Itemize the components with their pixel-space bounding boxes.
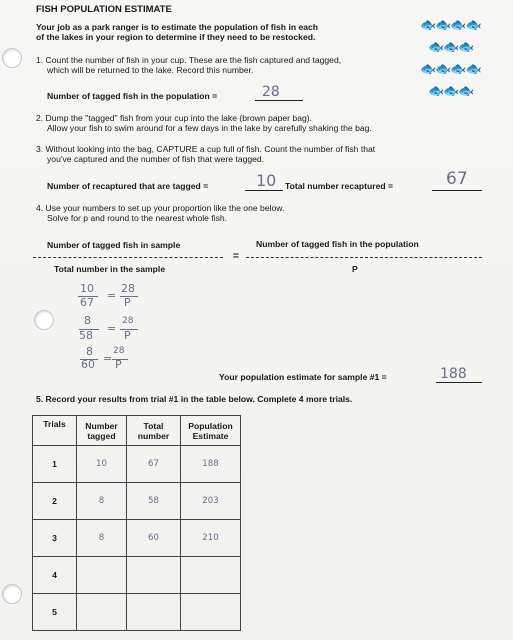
step3-total-label: Total number recaptured = — [285, 181, 394, 191]
work2-numerator-right: 28 — [122, 316, 134, 326]
step3-line-1: 3. Without looking into the bag, CAPTURE a cup full of fish. Count the number of fish that — [36, 144, 376, 154]
step3-tagged-line — [245, 190, 283, 191]
work3-numerator-right: 28 — [113, 346, 125, 356]
table-row — [33, 594, 241, 631]
table-header-row — [33, 416, 241, 446]
intro-line-1: Your job as a park ranger is to estimate the population of fish in each — [36, 22, 319, 32]
step4-line-2: Solve for p and round to the nearest whole fish. — [47, 213, 228, 223]
intro-line-2: of the lakes in your region to determine if they need to be restocked. — [36, 32, 316, 42]
step5-text: 5. Record your results from trial #1 in the table below. Complete 4 more trials. — [36, 394, 353, 404]
header-population-estimate: Population Estimate — [181, 416, 241, 446]
cell-total: 67 — [127, 446, 181, 483]
step1-line-1: 1. Count the number of fish in your cup. These are the fish captured and tagged, — [36, 55, 342, 65]
step3-tagged-answer: 10 — [256, 171, 277, 190]
step1-line-2: which will be returned to the lake. Record this number. — [47, 65, 254, 75]
cell-estimate: 188 — [181, 446, 241, 483]
work3-denominator-left: 60 — [81, 358, 95, 371]
step3-tagged-label: Number of recaptured that are tagged = — [47, 181, 209, 191]
trial-number: 4 — [33, 557, 77, 594]
proportion-equals: = — [233, 251, 239, 262]
step1-answer: 28 — [262, 84, 280, 100]
proportion-left-fraction-bar — [33, 257, 223, 258]
cell-tagged — [77, 557, 127, 594]
trial-number: 3 — [33, 520, 77, 557]
header-number-tagged: Number tagged — [77, 416, 127, 446]
cell-estimate — [181, 594, 241, 631]
proportion-right-denominator: P — [352, 264, 358, 274]
page-title: FISH POPULATION ESTIMATE — [36, 4, 172, 15]
work1-numerator-right: 28 — [121, 282, 135, 295]
cell-tagged — [77, 594, 127, 631]
step2-line-1: 2. Dump the "tagged" fish from your cup into the lake (brown paper bag). — [36, 113, 312, 123]
punch-hole-middle — [34, 310, 54, 330]
cell-tagged: 10 — [77, 446, 127, 483]
trials-table — [32, 415, 241, 631]
table-row — [33, 446, 241, 483]
step3-line-2: you've captured and the number of fish that were tagged. — [47, 154, 265, 164]
work3-equals: = — [103, 352, 113, 365]
step3-total-line — [432, 190, 482, 191]
cell-total: 60 — [127, 520, 181, 557]
step2-line-2: Allow your fish to swim around for a few days in the lake by carefully shaking the bag. — [47, 123, 372, 133]
punch-hole-bottom — [2, 584, 22, 604]
work2-denominator-right: P — [124, 329, 131, 342]
work1-denominator-right: P — [124, 296, 131, 309]
table-row — [33, 557, 241, 594]
cell-total: 58 — [127, 483, 181, 520]
punch-hole-top — [2, 48, 22, 68]
work3-numerator-left: 8 — [86, 345, 93, 358]
step3-total-answer: 67 — [446, 169, 468, 189]
cell-tagged: 8 — [77, 520, 127, 557]
fish-icon: 🐟🐟🐟🐟 — [420, 61, 481, 76]
estimate-answer: 188 — [440, 366, 467, 382]
table-row — [33, 483, 241, 520]
estimate-answer-line — [436, 382, 482, 383]
cell-total — [127, 594, 181, 631]
trial-number: 1 — [33, 446, 77, 483]
header-trials: Trials — [33, 416, 77, 446]
fish-icon: 🐟🐟🐟 — [428, 83, 474, 98]
cell-total — [127, 557, 181, 594]
step1-answer-line — [255, 100, 303, 101]
fish-icon: 🐟🐟🐟 — [428, 39, 474, 54]
work1-numerator-left: 10 — [80, 282, 94, 295]
table-row — [33, 520, 241, 557]
cell-estimate — [181, 557, 241, 594]
header-total-number: Total number — [127, 416, 181, 446]
work2-denominator-left: 58 — [79, 329, 93, 342]
estimate-label: Your population estimate for sample #1 = — [219, 372, 387, 382]
work2-equals: = — [107, 322, 117, 335]
trial-number: 2 — [33, 483, 77, 520]
work2-numerator-left: 8 — [84, 314, 91, 327]
step1-label: Number of tagged fish in the population = — [47, 91, 218, 101]
fish-icon: 🐟🐟🐟🐟 — [420, 17, 481, 32]
cell-estimate: 203 — [181, 483, 241, 520]
proportion-right-fraction-bar — [246, 257, 482, 258]
proportion-right-numerator: Number of tagged fish in the population — [256, 239, 419, 249]
proportion-left-numerator: Number of tagged fish in sample — [47, 240, 181, 250]
work1-equals: = — [107, 289, 117, 302]
step4-line-1: 4. Use your numbers to set up your proportion like the one below. — [36, 203, 285, 213]
work3-denominator-right: P — [115, 358, 122, 371]
work1-denominator-left: 67 — [80, 296, 94, 309]
cell-tagged: 8 — [77, 483, 127, 520]
trial-number: 5 — [33, 594, 77, 631]
proportion-left-denominator: Total number in the sample — [54, 264, 166, 274]
cell-estimate: 210 — [181, 520, 241, 557]
